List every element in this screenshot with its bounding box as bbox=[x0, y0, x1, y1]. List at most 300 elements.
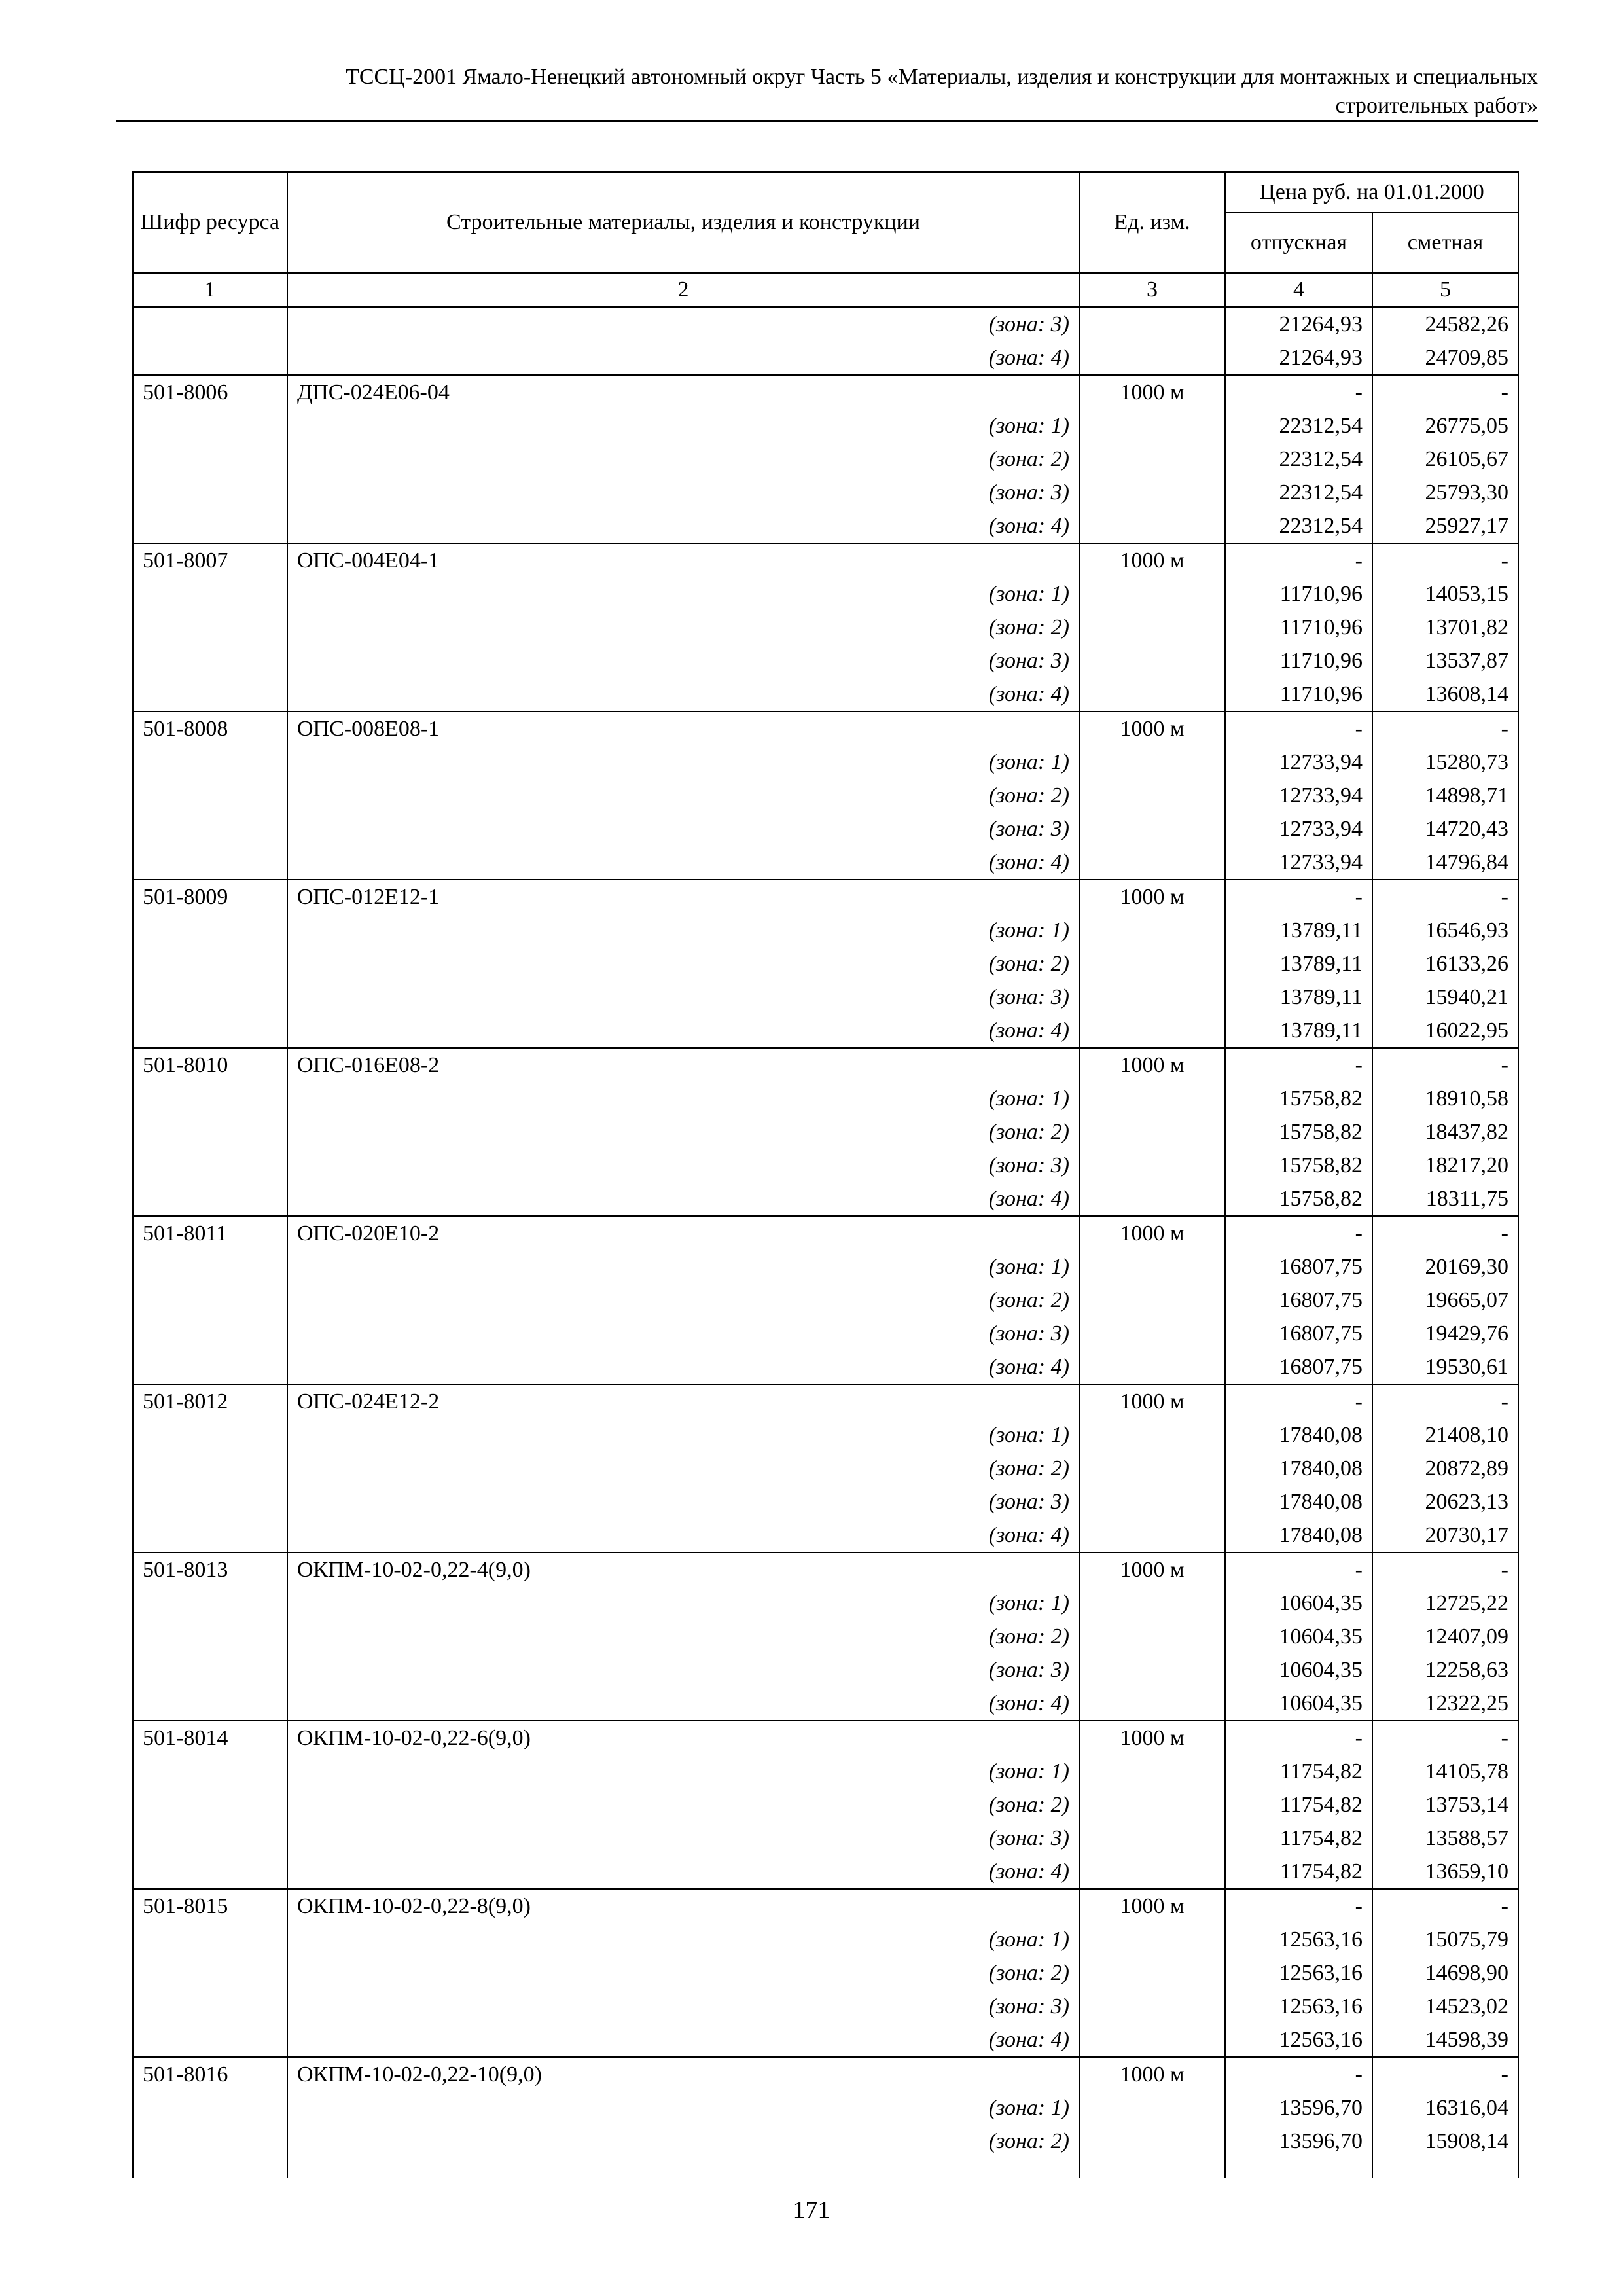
empty-cell bbox=[1079, 677, 1225, 711]
zone-label: (зона: 1) bbox=[287, 1082, 1079, 1115]
zone-row bbox=[133, 1149, 1518, 1182]
running-header bbox=[118, 63, 1538, 120]
resource-code: 501-8012 bbox=[133, 1384, 287, 1418]
zone-row bbox=[133, 745, 1518, 779]
zone-label: (зона: 3) bbox=[287, 812, 1079, 846]
resource-code: 501-8010 bbox=[133, 1048, 287, 1082]
resource-code: 501-8011 bbox=[133, 1216, 287, 1250]
estimate-price: 16133,26 bbox=[1372, 947, 1518, 980]
material-row bbox=[133, 1216, 1518, 1250]
zone-label: (зона: 4) bbox=[287, 1350, 1079, 1384]
empty-cell bbox=[133, 846, 287, 880]
empty-cell bbox=[133, 1317, 287, 1350]
column-number-row bbox=[133, 273, 1518, 307]
estimate-price: 20169,30 bbox=[1372, 1250, 1518, 1283]
column-number: 4 bbox=[1225, 273, 1372, 307]
estimate-price: 25927,17 bbox=[1372, 509, 1518, 543]
release-price: 11710,96 bbox=[1225, 677, 1372, 711]
empty-cell bbox=[1079, 1923, 1225, 1956]
empty-cell bbox=[133, 1788, 287, 1821]
running-header-line-2: строительных работ» bbox=[1335, 94, 1538, 118]
empty-cell bbox=[1079, 644, 1225, 677]
empty-cell bbox=[133, 1014, 287, 1048]
empty-cell bbox=[133, 1115, 287, 1149]
empty-cell bbox=[133, 914, 287, 947]
estimate-price: 14053,15 bbox=[1372, 577, 1518, 611]
estimate-price: 14720,43 bbox=[1372, 812, 1518, 846]
material-name: ОПС-012Е12-1 bbox=[287, 880, 1079, 914]
empty-cell bbox=[133, 677, 287, 711]
release-price: - bbox=[1225, 1721, 1372, 1755]
material-name: ОПС-008Е08-1 bbox=[287, 711, 1079, 745]
release-price: 15758,82 bbox=[1225, 1082, 1372, 1115]
estimate-price: 13537,87 bbox=[1372, 644, 1518, 677]
zone-row bbox=[133, 1923, 1518, 1956]
empty-cell bbox=[133, 1452, 287, 1485]
zone-row bbox=[133, 1082, 1518, 1115]
material-name: ОКПМ-10-02-0,22-6(9,0) bbox=[287, 1721, 1079, 1755]
zone-row bbox=[133, 1821, 1518, 1855]
release-price: - bbox=[1225, 1889, 1372, 1923]
empty-cell bbox=[133, 1082, 287, 1115]
unit-of-measure: 1000 м bbox=[1079, 1216, 1225, 1250]
release-price: 13596,70 bbox=[1225, 2091, 1372, 2125]
release-price: 10604,35 bbox=[1225, 1620, 1372, 1653]
empty-cell bbox=[133, 2125, 287, 2158]
material-entry bbox=[133, 1552, 1518, 1721]
zone-label: (зона: 2) bbox=[287, 442, 1079, 476]
column-number: 1 bbox=[133, 273, 287, 307]
empty-cell bbox=[133, 577, 287, 611]
estimate-price: 18217,20 bbox=[1372, 1149, 1518, 1182]
zone-label: (зона: 1) bbox=[287, 1250, 1079, 1283]
empty-cell bbox=[133, 745, 287, 779]
empty-cell bbox=[1079, 745, 1225, 779]
material-name: ДПС-024Е06-04 bbox=[287, 375, 1079, 409]
zone-row bbox=[133, 1485, 1518, 1518]
empty-cell bbox=[1079, 1418, 1225, 1452]
release-price: 11754,82 bbox=[1225, 1755, 1372, 1788]
unit-of-measure: 1000 м bbox=[1079, 880, 1225, 914]
estimate-price: 26105,67 bbox=[1372, 442, 1518, 476]
release-price: 11754,82 bbox=[1225, 1821, 1372, 1855]
release-price: - bbox=[1225, 880, 1372, 914]
unit-of-measure: 1000 м bbox=[1079, 711, 1225, 745]
estimate-price: 16022,95 bbox=[1372, 1014, 1518, 1048]
zone-row bbox=[133, 1653, 1518, 1687]
estimate-price: 14898,71 bbox=[1372, 779, 1518, 812]
material-entry bbox=[133, 1384, 1518, 1552]
zone-label: (зона: 3) bbox=[287, 307, 1079, 341]
column-header-release-price: отпускная bbox=[1225, 213, 1372, 273]
zone-label: (зона: 1) bbox=[287, 1923, 1079, 1956]
empty-cell bbox=[1079, 914, 1225, 947]
release-price: 15758,82 bbox=[1225, 1115, 1372, 1149]
empty-cell bbox=[1079, 1956, 1225, 1990]
unit-of-measure: 1000 м bbox=[1079, 1384, 1225, 1418]
material-name: ОКПМ-10-02-0,22-8(9,0) bbox=[287, 1889, 1079, 1923]
release-price: 17840,08 bbox=[1225, 1452, 1372, 1485]
material-row bbox=[133, 711, 1518, 745]
resource-code: 501-8006 bbox=[133, 375, 287, 409]
estimate-price: - bbox=[1372, 1552, 1518, 1587]
material-entry bbox=[133, 1048, 1518, 1216]
zone-label: (зона: 2) bbox=[287, 779, 1079, 812]
estimate-price: 13588,57 bbox=[1372, 1821, 1518, 1855]
estimate-price: - bbox=[1372, 2057, 1518, 2091]
estimate-price: - bbox=[1372, 1721, 1518, 1755]
zone-row bbox=[133, 442, 1518, 476]
zone-label: (зона: 1) bbox=[287, 1587, 1079, 1620]
zone-row bbox=[133, 1350, 1518, 1384]
zone-row bbox=[133, 1687, 1518, 1721]
release-price: 11710,96 bbox=[1225, 644, 1372, 677]
zone-row bbox=[133, 914, 1518, 947]
empty-cell bbox=[133, 442, 287, 476]
estimate-price: - bbox=[1372, 711, 1518, 745]
estimate-price: 18311,75 bbox=[1372, 1182, 1518, 1216]
zone-row bbox=[133, 812, 1518, 846]
empty-cell bbox=[1079, 1014, 1225, 1048]
empty-cell bbox=[1079, 1250, 1225, 1283]
zone-row bbox=[133, 947, 1518, 980]
release-price: 10604,35 bbox=[1225, 1687, 1372, 1721]
estimate-price: 20730,17 bbox=[1372, 1518, 1518, 1552]
estimate-price: 15940,21 bbox=[1372, 980, 1518, 1014]
release-price: 17840,08 bbox=[1225, 1485, 1372, 1518]
empty-cell bbox=[1079, 980, 1225, 1014]
release-price: 13789,11 bbox=[1225, 980, 1372, 1014]
estimate-price: 16316,04 bbox=[1372, 2091, 1518, 2125]
zone-label: (зона: 2) bbox=[287, 1283, 1079, 1317]
zone-label: (зона: 1) bbox=[287, 409, 1079, 442]
estimate-price: 14105,78 bbox=[1372, 1755, 1518, 1788]
zone-label: (зона: 4) bbox=[287, 1014, 1079, 1048]
release-price: 12733,94 bbox=[1225, 812, 1372, 846]
estimate-price: 12407,09 bbox=[1372, 1620, 1518, 1653]
estimate-price: 20872,89 bbox=[1372, 1452, 1518, 1485]
zone-row bbox=[133, 611, 1518, 644]
empty-cell bbox=[133, 1855, 287, 1889]
release-price: 15758,82 bbox=[1225, 1149, 1372, 1182]
zone-row bbox=[133, 1855, 1518, 1889]
release-price: 16807,75 bbox=[1225, 1250, 1372, 1283]
empty-cell bbox=[1079, 442, 1225, 476]
material-entry bbox=[133, 1721, 1518, 1889]
zone-row bbox=[133, 1250, 1518, 1283]
price-table bbox=[132, 171, 1519, 2178]
empty-cell bbox=[133, 307, 287, 341]
material-entry bbox=[133, 307, 1518, 375]
empty-cell bbox=[1079, 1317, 1225, 1350]
empty-cell bbox=[133, 947, 287, 980]
estimate-price: - bbox=[1372, 1216, 1518, 1250]
zone-label: (зона: 1) bbox=[287, 1755, 1079, 1788]
material-name: ОПС-020Е10-2 bbox=[287, 1216, 1079, 1250]
zone-label: (зона: 3) bbox=[287, 1821, 1079, 1855]
unit-of-measure: 1000 м bbox=[1079, 1048, 1225, 1082]
empty-cell bbox=[1079, 779, 1225, 812]
empty-cell bbox=[1079, 2125, 1225, 2158]
estimate-price: 15280,73 bbox=[1372, 745, 1518, 779]
column-header-price: Цена руб. на 01.01.2000 bbox=[1225, 172, 1518, 213]
resource-code: 501-8009 bbox=[133, 880, 287, 914]
release-price: - bbox=[1225, 543, 1372, 577]
zone-label: (зона: 4) bbox=[287, 677, 1079, 711]
estimate-price: 24582,26 bbox=[1372, 307, 1518, 341]
estimate-price: 20623,13 bbox=[1372, 1485, 1518, 1518]
zone-row bbox=[133, 1418, 1518, 1452]
release-price: - bbox=[1225, 1216, 1372, 1250]
estimate-price: 15908,14 bbox=[1372, 2125, 1518, 2158]
release-price: - bbox=[1225, 1384, 1372, 1418]
zone-row bbox=[133, 1452, 1518, 1485]
empty-cell bbox=[133, 476, 287, 509]
estimate-price: 24709,85 bbox=[1372, 341, 1518, 375]
zone-label: (зона: 4) bbox=[287, 1855, 1079, 1889]
material-row bbox=[133, 880, 1518, 914]
material-name: ОКПМ-10-02-0,22-4(9,0) bbox=[287, 1552, 1079, 1587]
release-price: - bbox=[1225, 375, 1372, 409]
column-header-code: Шифр ресурса bbox=[133, 172, 287, 273]
page-number: 171 bbox=[793, 2197, 830, 2224]
empty-cell bbox=[133, 779, 287, 812]
zone-row bbox=[133, 409, 1518, 442]
unit-of-measure: 1000 м bbox=[1079, 1552, 1225, 1587]
zone-label: (зона: 3) bbox=[287, 980, 1079, 1014]
material-name: ОКПМ-10-02-0,22-10(9,0) bbox=[287, 2057, 1079, 2091]
empty-cell bbox=[133, 1923, 287, 1956]
material-name: ОПС-016Е08-2 bbox=[287, 1048, 1079, 1082]
empty-cell bbox=[133, 509, 287, 543]
material-entry bbox=[133, 375, 1518, 543]
column-header-estimate-price: сметная bbox=[1372, 213, 1518, 273]
empty-cell bbox=[1079, 1990, 1225, 2023]
empty-cell bbox=[1079, 1182, 1225, 1216]
estimate-price: 14598,39 bbox=[1372, 2023, 1518, 2057]
material-row bbox=[133, 543, 1518, 577]
zone-row bbox=[133, 1587, 1518, 1620]
release-price: 16807,75 bbox=[1225, 1350, 1372, 1384]
release-price: 12563,16 bbox=[1225, 2023, 1372, 2057]
estimate-price: 19530,61 bbox=[1372, 1350, 1518, 1384]
material-name: ОПС-004Е04-1 bbox=[287, 543, 1079, 577]
resource-code: 501-8016 bbox=[133, 2057, 287, 2091]
material-entry bbox=[133, 880, 1518, 1048]
zone-row bbox=[133, 1990, 1518, 2023]
material-row bbox=[133, 375, 1518, 409]
release-price: 13596,70 bbox=[1225, 2125, 1372, 2158]
empty-cell bbox=[133, 1485, 287, 1518]
zone-row bbox=[133, 1788, 1518, 1821]
material-row bbox=[133, 1721, 1518, 1755]
zone-row bbox=[133, 341, 1518, 375]
zone-label: (зона: 3) bbox=[287, 1653, 1079, 1687]
column-header-name: Строительные материалы, изделия и конструкции bbox=[287, 172, 1079, 273]
empty-cell bbox=[1079, 341, 1225, 375]
release-price: 12563,16 bbox=[1225, 1956, 1372, 1990]
release-price: 12733,94 bbox=[1225, 745, 1372, 779]
zone-label: (зона: 1) bbox=[287, 914, 1079, 947]
resource-code: 501-8007 bbox=[133, 543, 287, 577]
estimate-price: 26775,05 bbox=[1372, 409, 1518, 442]
empty-cell bbox=[1079, 1755, 1225, 1788]
resource-code: 501-8008 bbox=[133, 711, 287, 745]
empty-cell bbox=[133, 341, 287, 375]
empty-cell bbox=[1079, 409, 1225, 442]
zone-row bbox=[133, 980, 1518, 1014]
zone-label: (зона: 4) bbox=[287, 1182, 1079, 1216]
unit-of-measure: 1000 м bbox=[1079, 1889, 1225, 1923]
estimate-price: - bbox=[1372, 375, 1518, 409]
material-name: ОПС-024Е12-2 bbox=[287, 1384, 1079, 1418]
estimate-price: 12258,63 bbox=[1372, 1653, 1518, 1687]
table-header bbox=[133, 172, 1518, 307]
empty-cell bbox=[1079, 1283, 1225, 1317]
header-rule bbox=[116, 120, 1538, 122]
release-price: 12563,16 bbox=[1225, 1990, 1372, 2023]
empty-cell bbox=[1079, 1518, 1225, 1552]
resource-code: 501-8014 bbox=[133, 1721, 287, 1755]
material-entry bbox=[133, 1889, 1518, 2057]
empty-cell bbox=[1079, 1587, 1225, 1620]
empty-cell bbox=[133, 2091, 287, 2125]
empty-cell bbox=[133, 1821, 287, 1855]
empty-cell bbox=[1079, 1485, 1225, 1518]
empty-cell bbox=[133, 1755, 287, 1788]
release-price: 22312,54 bbox=[1225, 476, 1372, 509]
estimate-price: 18437,82 bbox=[1372, 1115, 1518, 1149]
zone-row bbox=[133, 1620, 1518, 1653]
release-price: - bbox=[1225, 2057, 1372, 2091]
zone-row bbox=[133, 1283, 1518, 1317]
estimate-price: 13753,14 bbox=[1372, 1788, 1518, 1821]
empty-cell bbox=[1079, 1855, 1225, 1889]
estimate-price: 14698,90 bbox=[1372, 1956, 1518, 1990]
release-price: 10604,35 bbox=[1225, 1587, 1372, 1620]
empty-cell bbox=[1079, 2091, 1225, 2125]
zone-label: (зона: 2) bbox=[287, 1115, 1079, 1149]
zone-label: (зона: 3) bbox=[287, 1485, 1079, 1518]
estimate-price: 25793,30 bbox=[1372, 476, 1518, 509]
zone-label: (зона: 1) bbox=[287, 2091, 1079, 2125]
empty-cell bbox=[1079, 1620, 1225, 1653]
empty-cell bbox=[1079, 307, 1225, 341]
zone-label: (зона: 1) bbox=[287, 745, 1079, 779]
unit-of-measure: 1000 м bbox=[1079, 2057, 1225, 2091]
empty-cell bbox=[133, 1350, 287, 1384]
empty-cell bbox=[133, 1182, 287, 1216]
zone-label: (зона: 3) bbox=[287, 644, 1079, 677]
estimate-price: 12725,22 bbox=[1372, 1587, 1518, 1620]
estimate-price: 13608,14 bbox=[1372, 677, 1518, 711]
estimate-price: - bbox=[1372, 1889, 1518, 1923]
material-row bbox=[133, 1889, 1518, 1923]
estimate-price: - bbox=[1372, 1048, 1518, 1082]
estimate-price: 18910,58 bbox=[1372, 1082, 1518, 1115]
release-price: 12733,94 bbox=[1225, 779, 1372, 812]
empty-cell bbox=[133, 1956, 287, 1990]
empty-cell bbox=[1079, 1350, 1225, 1384]
material-row bbox=[133, 2057, 1518, 2091]
empty-cell bbox=[1079, 577, 1225, 611]
empty-cell bbox=[1079, 1687, 1225, 1721]
empty-cell bbox=[1079, 476, 1225, 509]
release-price: 22312,54 bbox=[1225, 409, 1372, 442]
zone-row bbox=[133, 2125, 1518, 2158]
zone-label: (зона: 3) bbox=[287, 1990, 1079, 2023]
empty-cell bbox=[133, 1990, 287, 2023]
release-price: 13789,11 bbox=[1225, 1014, 1372, 1048]
release-price: 15758,82 bbox=[1225, 1182, 1372, 1216]
release-price: 22312,54 bbox=[1225, 442, 1372, 476]
column-number: 5 bbox=[1372, 273, 1518, 307]
estimate-price: 13659,10 bbox=[1372, 1855, 1518, 1889]
zone-row bbox=[133, 2091, 1518, 2125]
empty-cell bbox=[1079, 509, 1225, 543]
empty-cell bbox=[1079, 1149, 1225, 1182]
release-price: 16807,75 bbox=[1225, 1317, 1372, 1350]
empty-cell bbox=[133, 1687, 287, 1721]
empty-cell bbox=[133, 611, 287, 644]
empty-cell bbox=[1079, 2023, 1225, 2057]
release-price: 11710,96 bbox=[1225, 577, 1372, 611]
zone-row bbox=[133, 1014, 1518, 1048]
estimate-price: 16546,93 bbox=[1372, 914, 1518, 947]
empty-cell bbox=[133, 1149, 287, 1182]
zone-row bbox=[133, 509, 1518, 543]
empty-cell bbox=[1079, 1653, 1225, 1687]
release-price: 11754,82 bbox=[1225, 1788, 1372, 1821]
zone-row bbox=[133, 476, 1518, 509]
material-entry bbox=[133, 1216, 1518, 1384]
release-price: 11710,96 bbox=[1225, 611, 1372, 644]
estimate-price: 21408,10 bbox=[1372, 1418, 1518, 1452]
zone-label: (зона: 2) bbox=[287, 2125, 1079, 2158]
release-price: 17840,08 bbox=[1225, 1518, 1372, 1552]
release-price: 21264,93 bbox=[1225, 307, 1372, 341]
empty-cell bbox=[1079, 1821, 1225, 1855]
empty-cell bbox=[1079, 1082, 1225, 1115]
empty-cell bbox=[133, 1653, 287, 1687]
zone-row bbox=[133, 677, 1518, 711]
zone-label: (зона: 2) bbox=[287, 1956, 1079, 1990]
zone-row bbox=[133, 779, 1518, 812]
zone-row bbox=[133, 644, 1518, 677]
estimate-price: - bbox=[1372, 543, 1518, 577]
zone-row bbox=[133, 577, 1518, 611]
zone-label: (зона: 3) bbox=[287, 1149, 1079, 1182]
empty-cell bbox=[133, 1587, 287, 1620]
release-price: 10604,35 bbox=[1225, 1653, 1372, 1687]
empty-cell bbox=[1079, 611, 1225, 644]
empty-cell bbox=[1079, 947, 1225, 980]
resource-code: 501-8015 bbox=[133, 1889, 287, 1923]
zone-row bbox=[133, 1115, 1518, 1149]
zone-label: (зона: 4) bbox=[287, 341, 1079, 375]
zone-row bbox=[133, 846, 1518, 880]
material-row bbox=[133, 1048, 1518, 1082]
zone-label: (зона: 4) bbox=[287, 509, 1079, 543]
zone-label: (зона: 2) bbox=[287, 1452, 1079, 1485]
zone-row bbox=[133, 1956, 1518, 1990]
empty-cell bbox=[133, 812, 287, 846]
estimate-price: 19429,76 bbox=[1372, 1317, 1518, 1350]
release-price: 16807,75 bbox=[1225, 1283, 1372, 1317]
empty-cell bbox=[1079, 846, 1225, 880]
zone-label: (зона: 4) bbox=[287, 846, 1079, 880]
empty-cell bbox=[133, 2023, 287, 2057]
